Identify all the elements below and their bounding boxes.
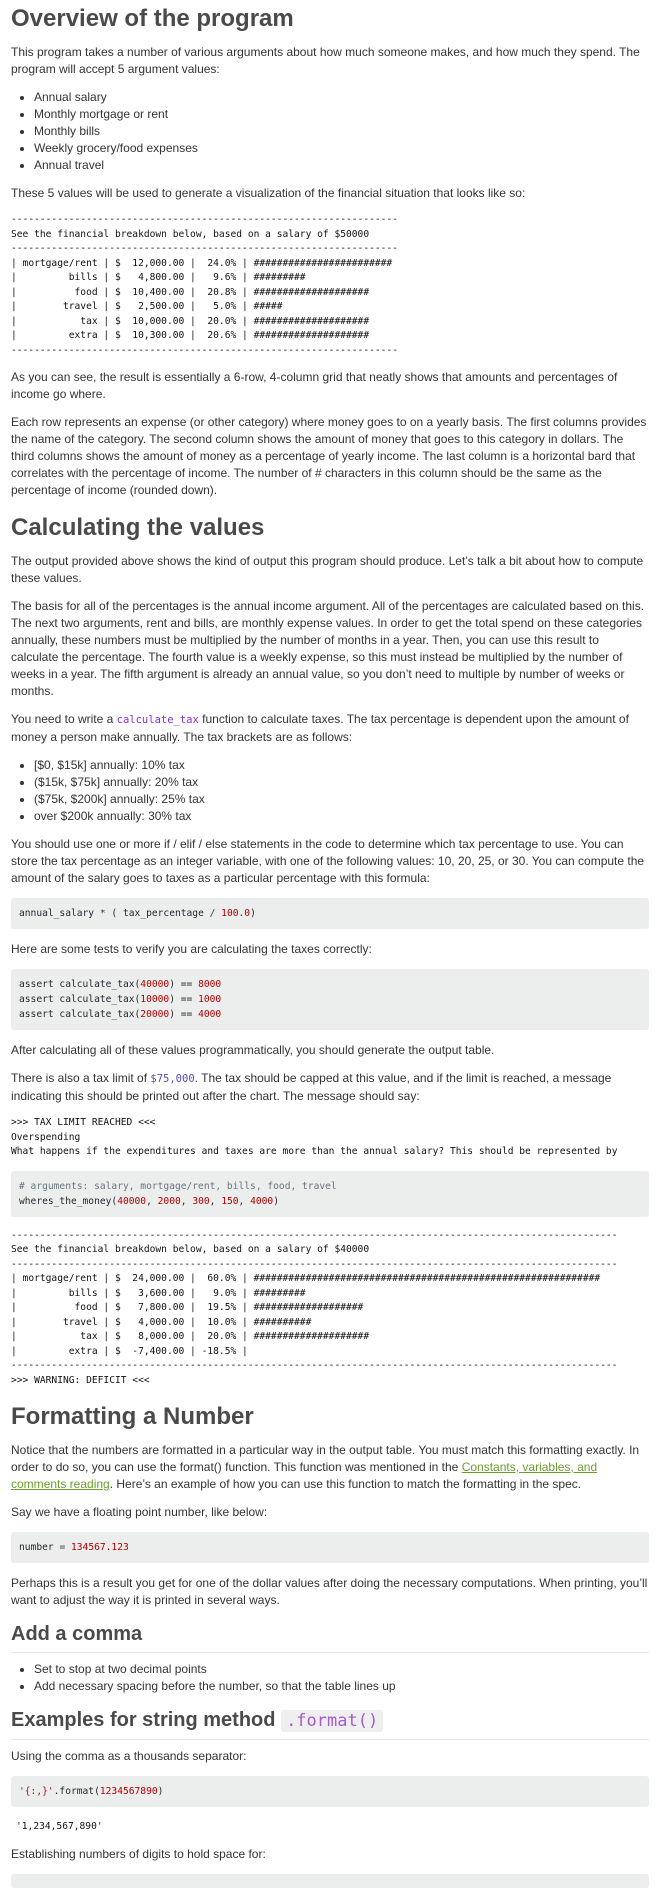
- calculating-heading: Calculating the values: [11, 514, 265, 541]
- add-comma-heading: Add a comma: [11, 1621, 649, 1653]
- calc-paragraph-3: [11, 711, 649, 746]
- list-item: • Annual salary: [34, 89, 649, 106]
- text: You need to write a: [11, 712, 117, 726]
- formatting-heading: Formatting a Number: [11, 1403, 254, 1430]
- text: function to calculate taxes. The tax percentage is dependent upon the amount of money a person make annually. The tax brackets are as follows:: [11, 712, 629, 744]
- code-token: 134567.123: [65, 1542, 129, 1553]
- code-token: ,: [146, 1195, 158, 1207]
- code-token: 2000: [157, 1195, 181, 1207]
- list-item: • Monthly bills: [34, 123, 649, 140]
- code-token: 1234567890: [99, 1786, 158, 1797]
- overview-heading: Overview of the program: [11, 5, 294, 32]
- list-item: • Weekly grocery/food expenses: [34, 140, 649, 157]
- code-token: 8000: [198, 979, 222, 990]
- calc-paragraph-6: After calculating all of these values programmatically, you should generate the output table.: [11, 1043, 495, 1057]
- list-item: • Monthly mortgage or rent: [34, 106, 649, 123]
- code-token: 1000: [198, 994, 222, 1005]
- code-token: ): [273, 1195, 279, 1207]
- examples-paragraph-2: Establishing numbers of digits to hold space for:: [11, 1847, 266, 1861]
- calc-paragraph-4: You should use one or more if / elif / else statements in the code to determine which tax percentage to use. You can store the tax percentage as an integer variable, with one of the following values: 10, 20, 25, or 30. You can compute the amount of the salary goes to taxes as a particular percentage with this formula:: [11, 837, 645, 885]
- sample-output-table: ------------------------------------------------------------------- See the financial breakdown below, based on a salary of $50000 ------------------------------------------------------------------- | mortgage/rent | $ 12,000.00 | 24.0% | ######################## | bills | $ 4,800.00 | 9.6% | ######### | food | $ 10,400.00 | 20.8% | #################### | travel | $ 2,500.00 | 5.0% | ##### | tax | $ 10,000.00 | 20.0% | #################### | extra | $ 10,300.00 | 20.6% | #################### -------------------------------------------------------------------: [11, 214, 398, 356]
- code-token: *: [99, 908, 106, 919]
- inline-code-tax-limit: $75,000: [150, 1073, 195, 1085]
- formatting-paragraph-3: Perhaps this is a result you get for one of the dollar values after doing the necessary computations. When printing, you’ll want to adjust the way it is printed in several ways.: [11, 1576, 648, 1607]
- inline-code-format: .format(): [281, 1710, 383, 1732]
- code-token: .format(: [53, 1786, 100, 1797]
- list-item: • ($15k, $75k] annually: 20% tax: [34, 774, 649, 791]
- number-code-block: [11, 1532, 649, 1563]
- code-token: ,: [209, 1195, 222, 1207]
- code-token: 100.0: [215, 908, 251, 919]
- tax-bracket-list: [11, 757, 649, 825]
- code-token: annual_salary: [19, 908, 100, 919]
- code-token: assert calculate_tax(: [19, 1009, 141, 1020]
- list-item: • Annual travel: [34, 157, 649, 174]
- code-token: 10000: [140, 994, 170, 1005]
- code-token: 40000: [140, 979, 170, 990]
- list-item: • Add necessary spacing before the number, so that the table lines up: [34, 1678, 649, 1695]
- code-token: ) ==: [169, 994, 199, 1005]
- text: . Here’s an example of how you can use this function to match the formatting in the spec.: [109, 1477, 582, 1491]
- text: Examples for string method: [11, 1709, 282, 1731]
- code-token: assert calculate_tax(: [19, 979, 141, 990]
- list-item: • over $200k annually: 30% tax: [34, 808, 649, 825]
- comma-list: [11, 1661, 649, 1695]
- examples-heading: [11, 1707, 649, 1740]
- calc-paragraph-1: The output provided above shows the kind of output this program should produce. Let’s talk a bit about how to compute these values.: [11, 554, 644, 585]
- list-item: • Set to stop at two decimal points: [34, 1661, 649, 1678]
- code-token: 150: [221, 1195, 239, 1207]
- code-token: ,: [238, 1195, 251, 1207]
- code-comment: # arguments: salary, mortgage/rent, bills, food, travel: [19, 1180, 337, 1192]
- code-token: =: [59, 1542, 66, 1553]
- visualization-intro: These 5 values will be used to generate a visualization of the financial situation that looks like so:: [11, 186, 526, 200]
- code-token: ): [157, 1786, 164, 1797]
- code-token: /: [209, 908, 216, 919]
- code-token: 40000: [117, 1195, 147, 1207]
- example-call-code-block: [11, 1171, 649, 1217]
- text: There is also a tax limit of: [11, 1071, 151, 1085]
- formatting-paragraph-2: Say we have a floating point number, like below:: [11, 1505, 268, 1519]
- formatting-paragraph-1: [11, 1442, 649, 1493]
- text: Notice that the numbers are formatted in a particular way in the output table. You must match this formatting exactly. In order to do so, you can use the format() function. This function was mentioned in the: [11, 1443, 640, 1474]
- code-token: ,: [180, 1195, 193, 1207]
- tax-limit-message: >>> TAX LIMIT REACHED <<< Overspending What happens if the expenditures and taxes are more than the annual salary? This should be represented by: [11, 1117, 618, 1157]
- code-token: assert calculate_tax(: [19, 994, 141, 1005]
- grid-note: As you can see, the result is essentially a 6-row, 4-column grid that neatly shows that amounts and percentages of income go where.: [11, 370, 618, 401]
- argument-list: [11, 89, 649, 174]
- code-token: 4000: [250, 1195, 274, 1207]
- row-note: Each row represents an expense (or other category) where money goes to on a yearly basis. The first columns provides the name of the category. The second column shows the amount of money that goes to this category in dollars. The third columns shows the amount of money as a percentage of yearly income. The last column is a horizontal bard that correlates with the percentage of income. The number of # characters in this column should be the same as the percentage of income (rounded down).: [11, 415, 647, 497]
- format-result: '1,234,567,890': [16, 1821, 103, 1832]
- formula-code-block: [11, 898, 649, 929]
- list-item: • ($75k, $200k] annually: 25% tax: [34, 791, 649, 808]
- text: . The tax should be capped at this value, and if the limit is reached, a message indicating this should be printed out after the chart. The message should say:: [11, 1071, 612, 1103]
- format-code-block: [11, 1776, 649, 1807]
- code-token: ) ==: [169, 1009, 199, 1020]
- code-token: 4000: [198, 1009, 222, 1020]
- calc-paragraph-7: [11, 1070, 649, 1105]
- code-token: 20000: [140, 1009, 170, 1020]
- code-token: 300: [192, 1195, 210, 1207]
- code-token: ( tax_percentage: [105, 908, 210, 919]
- code-token: '{:,}': [19, 1786, 54, 1797]
- code-token: ) ==: [169, 979, 199, 990]
- code-token: wheres_the_money(: [19, 1195, 118, 1207]
- deficit-output-table: --------------------------------------------------------------------------------------------------------- See the financial breakdown below, based on a salary of $40000 --------------------------------------------------------------------------------------------------------- | mortgage/rent | $ 24,000.00 | 60.0% | ############################################################ | bills | $ 3,600.00 | 9.0% | ######### | food | $ 7,800.00 | 19.5% | ################### | travel | $ 4,000.00 | 10.0% | ########## | tax | $ 8,000.00 | 20.0% | #################### | extra | $ -7,400.00 | -18.5% | --------------------------------------------------------------------------------------------------------- >>> WARNING: DEFICIT <<<: [11, 1229, 618, 1386]
- document-page: [0, 4, 660, 1888]
- list-item: • [$0, $15k] annually: 10% tax: [34, 757, 649, 774]
- tax-tests-code-block: [11, 969, 649, 1030]
- examples-paragraph-1: Using the comma as a thousands separator:: [11, 1749, 247, 1763]
- calc-paragraph-5: Here are some tests to verify you are calculating the taxes correctly:: [11, 942, 372, 956]
- overview-intro: This program takes a number of various arguments about how much someone makes, and how much they spend. The program will accept 5 argument values:: [11, 45, 640, 76]
- inline-code-calculate-tax: calculate_tax: [116, 714, 199, 726]
- code-block-partial: [11, 1874, 649, 1888]
- code-token: number: [19, 1542, 60, 1553]
- code-token: ): [250, 908, 256, 919]
- constants-reading-link[interactable]: Constants, variables, and comments reading: [11, 1460, 598, 1491]
- calc-paragraph-2: The basis for all of the percentages is the annual income argument. All of the percentages are calculated based on this. The next two arguments, rent and bills, are monthly expense values. In order to get the total spend on these categories annually, these numbers must be multiplied by the number of months in a year. Then, you can use this result to calculate the percentage. The fourth value is a weekly expense, so this must instead be multiplied by the number of weeks in a year. The fifth argument is already an annual value, so you don’t need to multiple by number of weeks or months.: [11, 599, 645, 698]
